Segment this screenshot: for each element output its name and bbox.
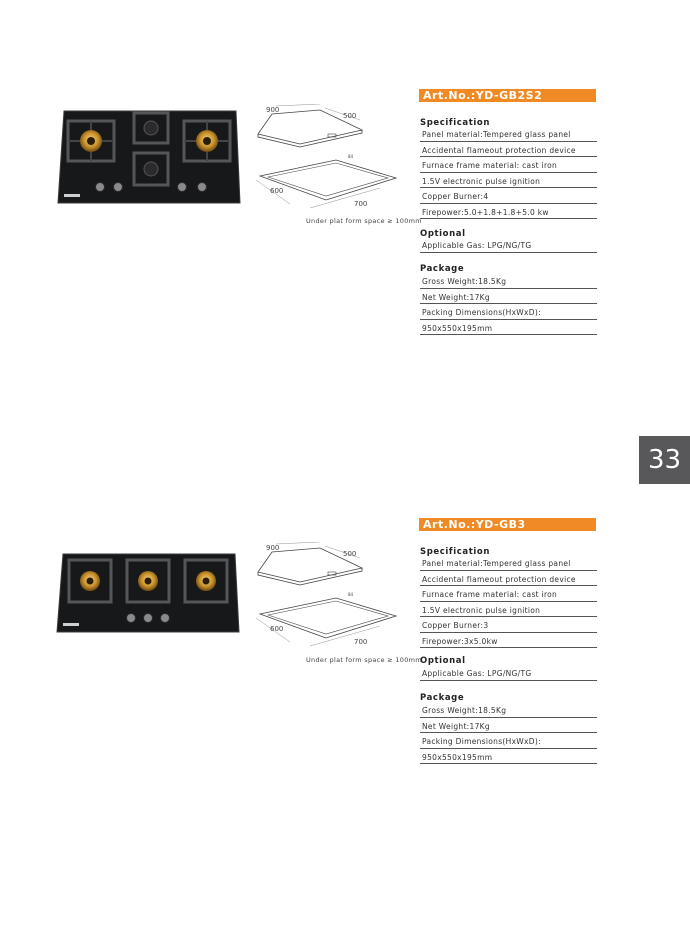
spec-item: Furnace frame material: cast iron — [420, 586, 597, 602]
product-section-yd-gb2s2 — [0, 0, 690, 340]
dim-depth-label: 500 — [343, 550, 357, 558]
article-number: Art.No.:YD-GB2S2 — [419, 89, 596, 102]
optional-list — [420, 237, 597, 253]
package-item: Net Weight:17Kg — [420, 289, 597, 305]
spec-item: Firepower:3x5.0kw — [420, 633, 597, 649]
dim-small-label: 84 — [348, 592, 354, 597]
cooktop-image — [56, 107, 242, 213]
specification-list — [420, 555, 597, 648]
optional-title: Optional — [420, 229, 466, 239]
specification-list — [420, 126, 597, 219]
package-item: Packing Dimensions(HxWxD): — [420, 733, 597, 749]
package-item: Net Weight:17Kg — [420, 718, 597, 734]
optional-title: Optional — [420, 656, 466, 666]
spec-item: 1.5V electronic pulse ignition — [420, 173, 597, 189]
spec-item: Copper Burner:4 — [420, 188, 597, 204]
installation-note: Under plat form space ≥ 100mm — [306, 656, 422, 664]
spec-item: Firepower:5.0+1.8+1.8+5.0 kw — [420, 204, 597, 220]
package-list — [420, 273, 597, 335]
specification-title: Specification — [420, 547, 490, 557]
dim-small-label: 84 — [348, 154, 354, 159]
spec-item: Accidental flameout protection device — [420, 571, 597, 587]
dim-cut-depth-label: 600 — [270, 187, 284, 195]
installation-note: Under plat form space ≥ 100mm — [306, 217, 422, 225]
article-number: Art.No.:YD-GB3 — [419, 518, 596, 531]
cooktop-image — [55, 552, 241, 640]
spec-item: Panel material:Tempered glass panel — [420, 555, 597, 571]
optional-item: Applicable Gas: LPG/NG/TG — [420, 665, 597, 681]
dimension-drawing — [250, 542, 415, 654]
spec-item: Furnace frame material: cast iron — [420, 157, 597, 173]
spec-item: Panel material:Tempered glass panel — [420, 126, 597, 142]
product-section-yd-gb3 — [0, 430, 690, 770]
dim-cut-width-label: 700 — [354, 638, 368, 646]
optional-list — [420, 665, 597, 681]
package-item: Gross Weight:18.5Kg — [420, 702, 597, 718]
package-item: Packing Dimensions(HxWxD): — [420, 304, 597, 320]
spec-item: Accidental flameout protection device — [420, 142, 597, 158]
dim-cut-depth-label: 600 — [270, 625, 284, 633]
package-item: 950x550x195mm — [420, 320, 597, 336]
spec-item: Copper Burner:3 — [420, 617, 597, 633]
specification-title: Specification — [420, 118, 490, 128]
package-list — [420, 702, 597, 764]
package-item: 950x550x195mm — [420, 749, 597, 765]
dim-width-label: 900 — [266, 544, 280, 552]
optional-item: Applicable Gas: LPG/NG/TG — [420, 237, 597, 253]
package-title: Package — [420, 264, 465, 274]
dim-cut-width-label: 700 — [354, 200, 368, 208]
spec-item: 1.5V electronic pulse ignition — [420, 602, 597, 618]
package-title: Package — [420, 693, 465, 703]
package-item: Gross Weight:18.5Kg — [420, 273, 597, 289]
page-number-tab: 33 — [639, 436, 690, 484]
dim-width-label: 900 — [266, 106, 280, 114]
dim-depth-label: 500 — [343, 112, 357, 120]
dimension-drawing — [250, 104, 415, 216]
